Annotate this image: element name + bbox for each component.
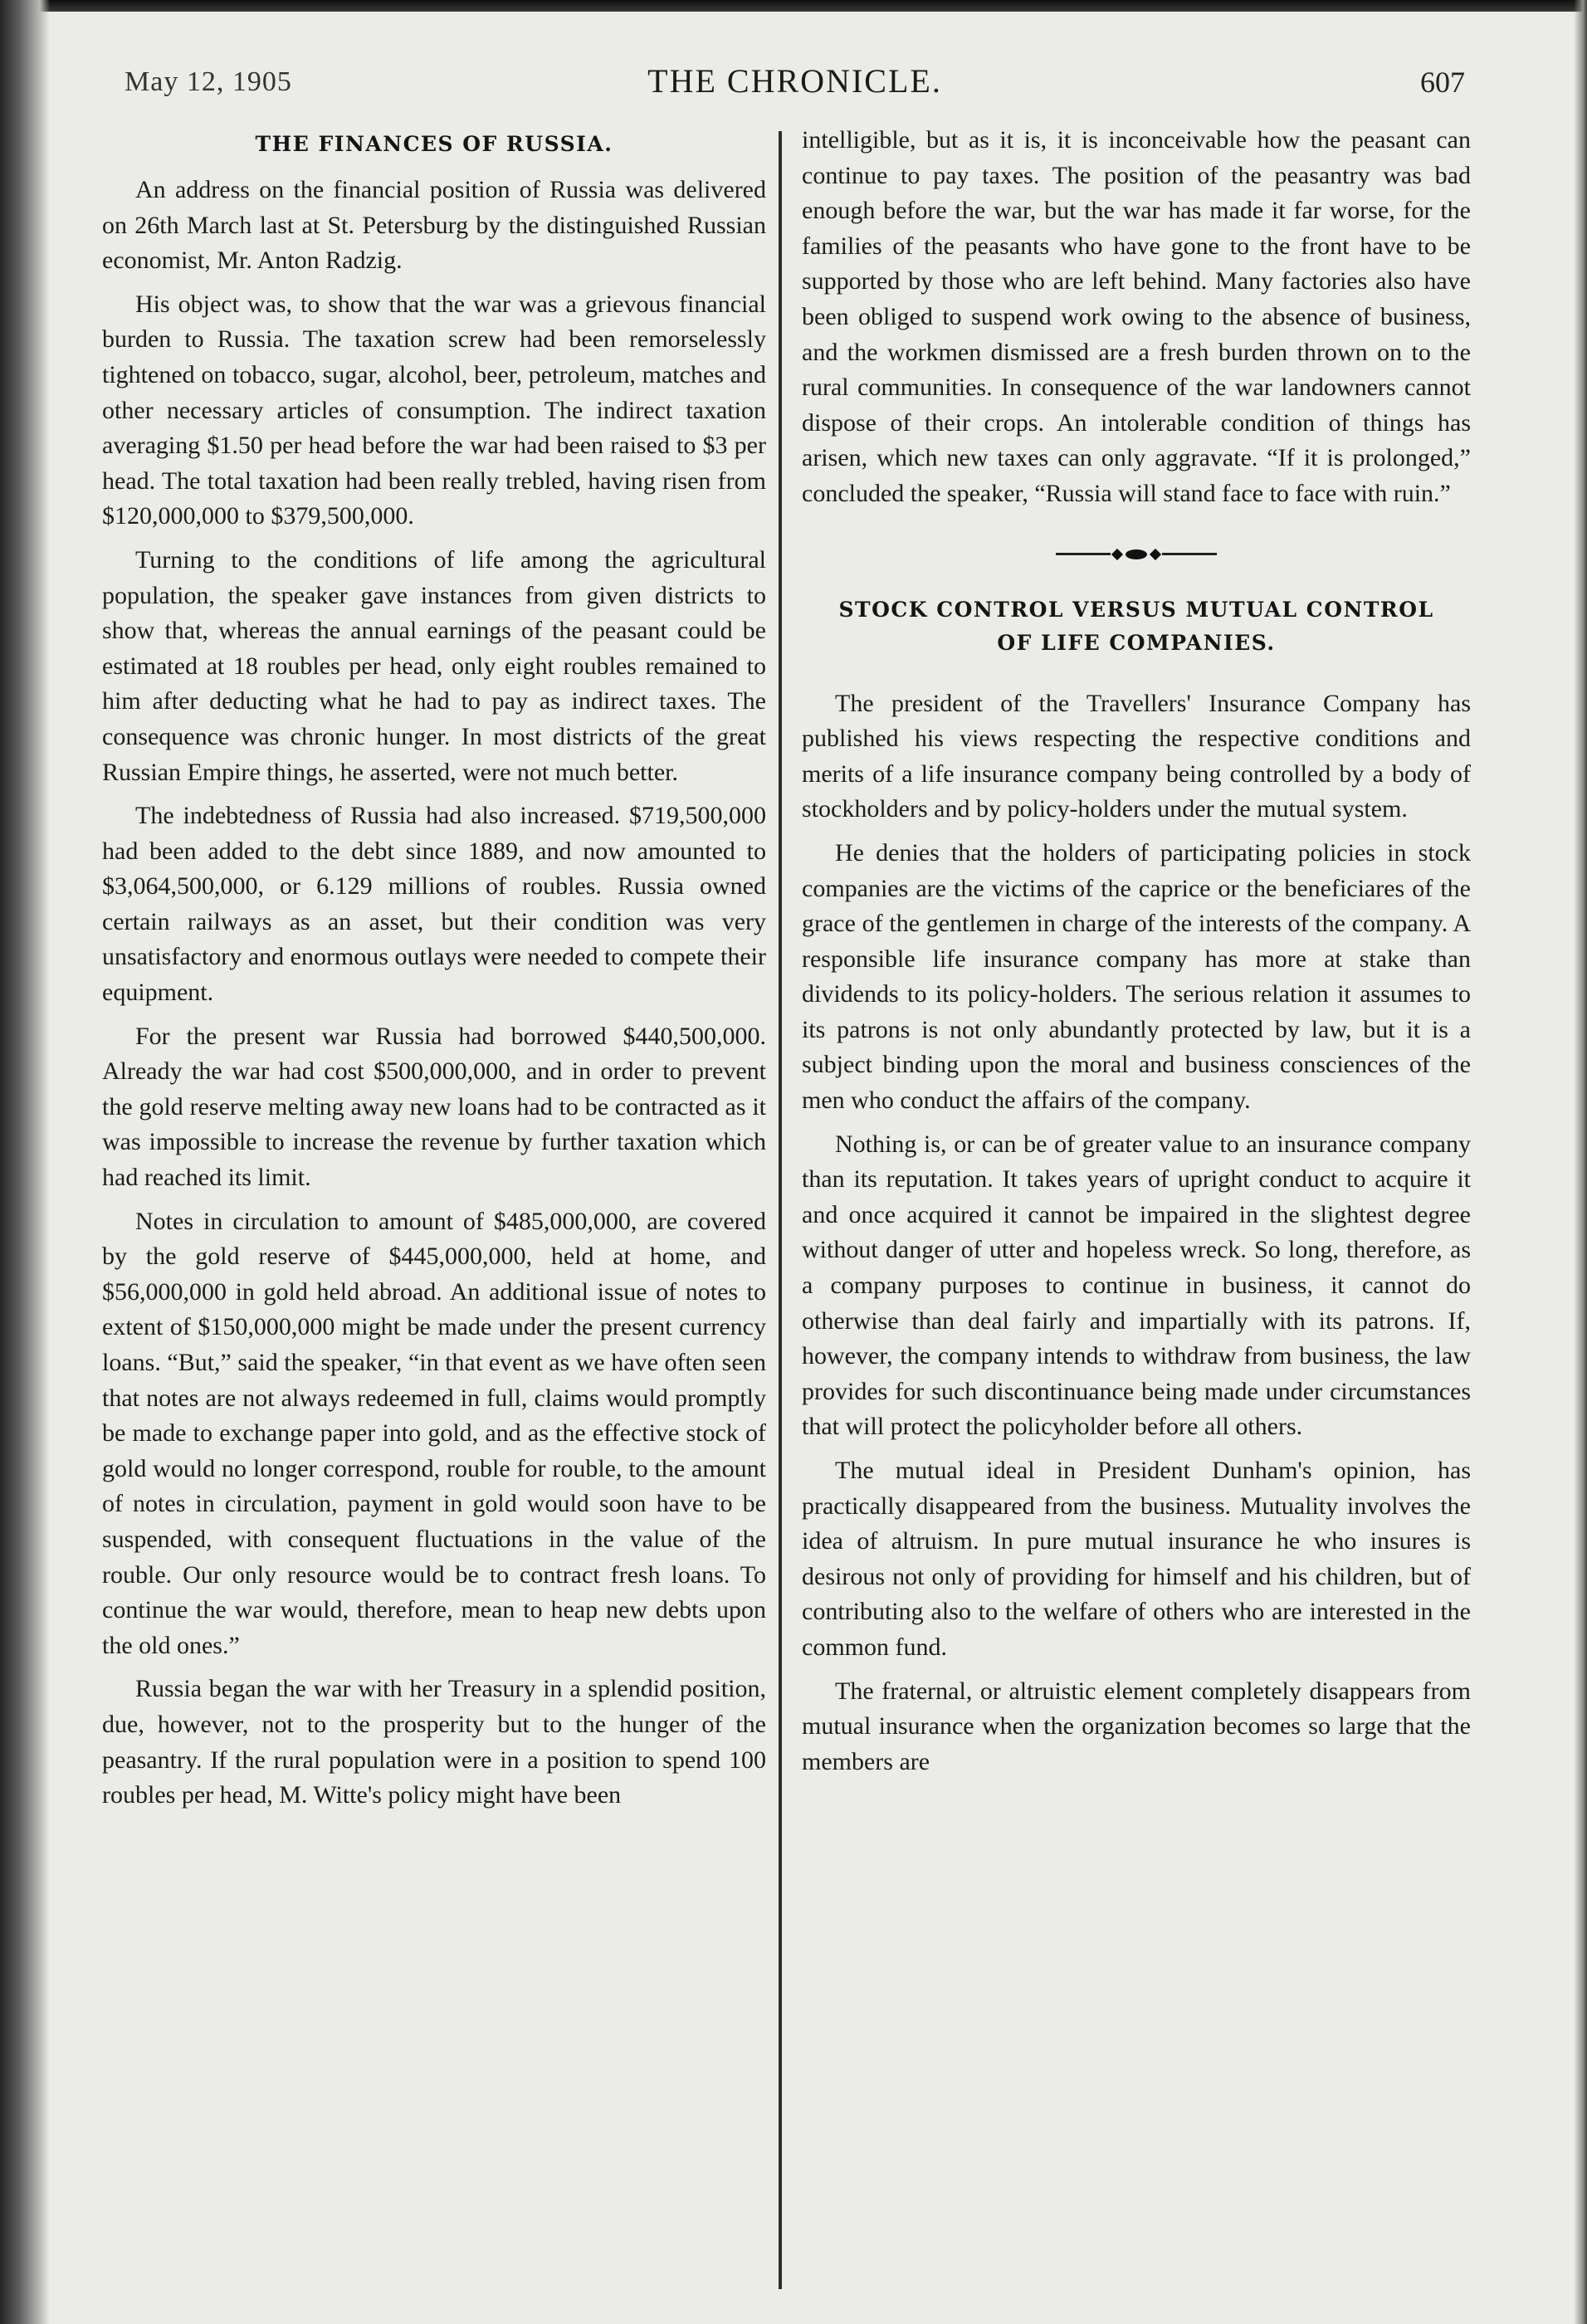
article-paragraph: An address on the financial position of Russia was delivered on 26th March last at St. Petersburg by the distinguished Russian economist, Mr. Anton Radzig. [102, 176, 766, 275]
article-continuation: intelligible, but as it is, it is inconceivable how the peasant can continue to pay taxes. The position of the peasantry was bad enough before the war, but the war has made it far worse, for the families of the peasants who have gone to the front have to be supported by those who are left behind. Many factories also have been obliged to suspend work owing to the absence of business, and the workmen dismissed are a fresh burden thrown on to the rural communities. In consequence of the war landowners cannot dispose of their crops. An intolerable condition of things has arisen, which new taxes can only aggravate. “If it is prolonged,” concluded the speaker, “Russia will stand face to face with ruin.” [802, 126, 1471, 507]
ornament-line [1056, 553, 1111, 555]
article-title-stock-control [802, 593, 1471, 660]
section-ornament [802, 525, 1471, 583]
issue-date: May 12, 1905 [125, 66, 292, 97]
page-header [125, 60, 1465, 110]
article-paragraph: The indebtedness of Russia had also increased. $719,500,000 had been added to the debt since 1889, and now amounted to $3,064,500,000, or 6.129 millions of roubles. Russia owned certain railways as an asset, but their condition was very unsatisfactory and enormous outlays were needed to compete their equipment. [102, 802, 766, 1007]
article-paragraph: Notes in circulation to amount of $485,000,000, are covered by the gold reserve of $445,000,000, held at home, and $56,000,000 in gold held abroad. An additional issue of notes to extent of $150,000,000 might be made under the present currency loans. “But,” said the speaker, “in that event as we have often seen that notes are not always redeemed in full, claims would promptly be made to exchange paper into gold, and as the effective stock of gold would no longer correspond, rouble for rouble, to the amount of notes in circulation, payment in gold would soon have to be suspended, with consequent fluctuations in the value of the rouble. Our only resource would be to contract fresh loans. To continue the war would, therefore, mean to heap new debts upon the old ones.” [102, 1207, 766, 1659]
ornament-line [1162, 553, 1217, 555]
page-number: 607 [1420, 66, 1465, 99]
scan-edge-right [1574, 0, 1587, 2324]
article-paragraph: His object was, to show that the war was a grievous financial burden to Russia. The taxation screw had been remorselessly tightened on tobacco, sugar, alcohol, beer, petroleum, matches and other necessary articles of consumption. The indirect taxation averaging $1.50 per head before the war had been raised to $3 per head. The total taxation had been really trebled, having risen from $120,000,000 to $379,500,000. [102, 290, 766, 530]
article-paragraph: Nothing is, or can be of greater value to an insurance company than its reputation. It takes years of upright conduct to acquire it and once acquired it cannot be impaired in the slightest degree without danger of utter and hopeless wreck. So long, therefore, as a company purposes to continue in business, it cannot do otherwise than deal fairly and impartially with its patrons. If, however, the company intends to withdraw from business, the law provides for such discontinuance being made under circumstances that will protect the policyholder before all others. [802, 1130, 1471, 1441]
scan-edge-left [0, 0, 50, 2324]
article-paragraph: Turning to the conditions of life among the agricultural population, the speaker gave instances from given districts to show that, whereas the annual earnings of the peasant could be estimated at 18 roubles per head, only eight roubles remained to him after deducting what he had to pay as indirect taxes. The consequence was chronic hunger. In most districts of the great Russian Empire things, he asserted, were not much better. [102, 545, 766, 786]
ornament-diamond [1111, 548, 1123, 559]
column-rule [779, 131, 782, 2289]
article-paragraph: The president of the Travellers' Insurance Company has published his views respecting the respective conditions and merits of a life insurance company being controlled by a body of stockholders and by policy-holders under the mutual system. [802, 689, 1471, 823]
article-paragraph: He denies that the holders of participating policies in stock companies are the victims of the caprice or the beneficiares of the grace of the gentlemen in charge of the interests of the company. A responsible life insurance company has more at stake than dividends to its policy-holders. The serious relation it assumes to its patrons is not only abundantly protected by law, but it is a subject binding upon the moral and business consciences of the men who conduct the affairs of the company. [802, 838, 1471, 1115]
article-title-finances-of-russia: THE FINANCES OF RUSSIA. [255, 132, 613, 156]
article-paragraph: The fraternal, or altruistic element completely disappears from mutual insurance when the organization becomes so large that the members are [802, 1677, 1471, 1775]
masthead: THE CHRONICLE. [647, 62, 942, 100]
right-column [802, 123, 1471, 1788]
ornament-oval [1126, 549, 1147, 559]
scan-edge-top [0, 0, 1587, 12]
article-paragraph: The mutual ideal in President Dunham's opinion, has practically disappeared from the business. Mutuality involves the idea of altruism. In pure mutual insurance he who insures is desirous not only of providing for himself and his children, but of contributing also to the welfare of others who are interested in the common fund. [802, 1457, 1471, 1661]
left-column [102, 123, 766, 1822]
ornament-diamond [1150, 548, 1161, 559]
article-paragraph: Russia began the war with her Treasury in a splendid position, due, however, not to the prosperity but to the hunger of the peasantry. If the rural population were in a position to spend 100 roubles per head, M. Witte's policy might have been [102, 1675, 766, 1809]
article-title-line-2: OF LIFE COMPANIES. [997, 630, 1276, 655]
article-title-line-1: STOCK CONTROL VERSUS MUTUAL CONTROL [838, 597, 1434, 622]
article-paragraph: For the present war Russia had borrowed $440,500,000. Already the war had cost $500,000,000, and in order to prevent the gold reserve melting away new loans had to be contracted as it was impossible to increase the revenue by further taxation which had reached its limit. [102, 1022, 766, 1192]
